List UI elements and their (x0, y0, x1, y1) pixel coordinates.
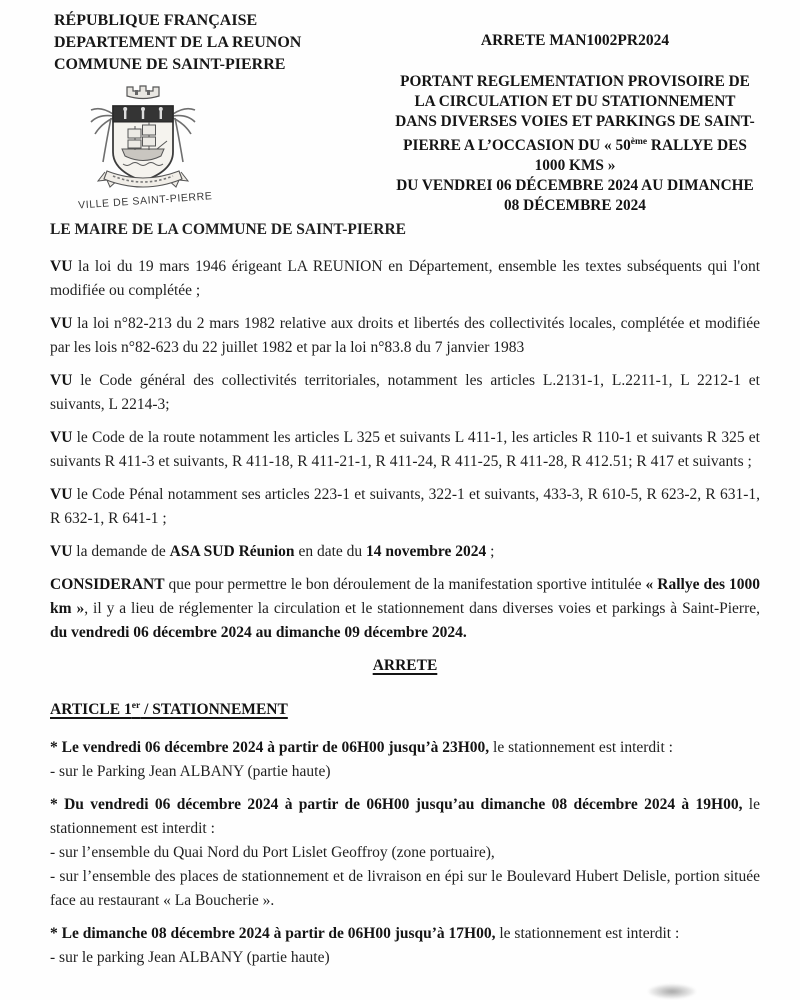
vu-clause-4: VU le Code de la route notamment les articles L 325 et suivants L 411-1, les articles R 110-1 et suivants R 325 et suivants R 411-3 et suivants, R 411-18, R 411-21-1, R 411-24, R 411-25, R 411-28, R 412.51; R 417 et suivants ; (50, 429, 760, 470)
vu-clause-1: VU la loi du 19 mars 1946 érigeant LA REUNION en Département, ensemble les textes subséquents qui l'ont modifiée ou complétée ; (50, 258, 760, 299)
arrete-title (340, 72, 800, 216)
departement-line: DEPARTEMENT DE LA REUNON (54, 34, 302, 51)
vu-label: VU (50, 258, 73, 275)
title-line-7: 08 DÉCEMBRE 2024 (504, 197, 646, 215)
vu-label: VU (50, 315, 73, 332)
seal-caption: VILLE DE SAINT-PIERRE (77, 190, 213, 212)
coat-of-arms-icon (83, 80, 203, 192)
restriction-item-2 (50, 793, 760, 913)
restriction-item-3 (50, 922, 760, 970)
vu-label: VU (50, 372, 73, 389)
commune-line: COMMUNE DE SAINT-PIERRE (54, 56, 286, 73)
document-header (50, 10, 760, 218)
vu-label: VU (50, 429, 73, 446)
vu-label: VU (50, 486, 73, 503)
vu-clause-2: VU la loi n°82-213 du 2 mars 1982 relative aux droits et libertés des collectivités locales, complétée et modifiée par les lois n°82-623 du 22 juillet 1982 et par la loi n°83.8 du 7 janvier 1983 (50, 315, 760, 356)
vu-clause-6: VU la demande de ASA SUD Réunion en date du 14 novembre 2024 ; (50, 543, 495, 560)
vu-label: VU (50, 543, 73, 560)
restriction-intro: * Le dimanche 08 décembre 2024 à partir de 06H00 jusqu’à 17H00, le stationnement est interdit : (50, 925, 680, 943)
title-block (340, 32, 800, 216)
vu-clause-5: VU le Code Pénal notamment ses articles 223-1 et suivants, 322-1 et suivants, 433-3, R 610-5, R 623-2, R 631-1, R 632-1, R 641-1 ; (50, 486, 760, 527)
event-name: « Rallye des 1000 km » (50, 576, 760, 617)
restriction-intro: * Le vendredi 06 décembre 2024 à partir de 06H00 jusqu’à 23H00, le stationnement est interdit : (50, 739, 673, 757)
scan-smudge (648, 984, 696, 999)
request-date: 14 novembre 2024 (366, 543, 487, 560)
article-1-heading: ARTICLE 1er / STATIONNEMENT (50, 700, 288, 719)
title-line-3: DANS DIVERSES VOIES ET PARKINGS DE SAINT- (395, 113, 755, 130)
document-body (50, 218, 760, 970)
ordinal-superscript: er (131, 700, 141, 711)
title-line-5: 1000 KMS » (534, 157, 616, 175)
title-line-6: DU VENDREI 06 DÉCEMBRE 2024 AU DIMANCHE (396, 177, 754, 195)
restriction-item-1 (50, 736, 760, 784)
vu-clause-3: VU le Code général des collectivités territoriales, notamment les articles L.2131-1, L.2211-1, L 2212-1 et suivants, L 2214-3; (50, 372, 760, 413)
event-dates: du vendredi 06 décembre 2024 au dimanche 09 décembre 2024. (50, 624, 467, 641)
arrete-reference: ARRETE MAN1002PR2024 (480, 32, 670, 49)
title-line-4: PIERRE A L’OCCASION DU « 50ème RALLYE DES (403, 137, 747, 155)
restriction-location: - sur l’ensemble du Quai Nord du Port Lislet Geoffroy (zone portuaire), (50, 844, 495, 862)
city-seal (77, 80, 213, 212)
requester-name: ASA SUD Réunion (169, 543, 295, 560)
arrete-heading: ARRETE (372, 657, 438, 674)
title-line-2: LA CIRCULATION ET DU STATIONNEMENT (414, 93, 736, 110)
issuer-block (54, 10, 301, 76)
title-line-1: PORTANT REGLEMENTATION PROVISOIRE DE (400, 73, 750, 90)
considerant-label: CONSIDERANT (50, 576, 165, 593)
restriction-location: - sur le parking Jean ALBANY (partie haute) (50, 949, 330, 967)
ordinal-superscript: ème (630, 137, 648, 147)
considerant-clause: CONSIDERANT que pour permettre le bon déroulement de la manifestation sportive intitulée « Rallye des 1000 km », il y a lieu de réglementer la circulation et le stationnement dans diverses voies et parkings à Saint-Pierre, du vendredi 06 décembre 2024 au dimanche 09 décembre 2024. (50, 576, 760, 641)
restriction-intro: * Du vendredi 06 décembre 2024 à partir de 06H00 jusqu’au dimanche 08 décembre 2024 à 19H00, le stationnement est interdit : (50, 796, 760, 838)
restriction-location: - sur le Parking Jean ALBANY (partie haute) (50, 763, 331, 781)
maire-line: LE MAIRE DE LA COMMUNE DE SAINT-PIERRE (50, 221, 406, 238)
republique-line: RÉPUBLIQUE FRANÇAISE (54, 12, 258, 29)
restriction-location: - sur l’ensemble des places de stationnement et de livraison en épi sur le Boulevard Hubert Delisle, portion située face au restaurant « La Boucherie ». (50, 868, 760, 910)
